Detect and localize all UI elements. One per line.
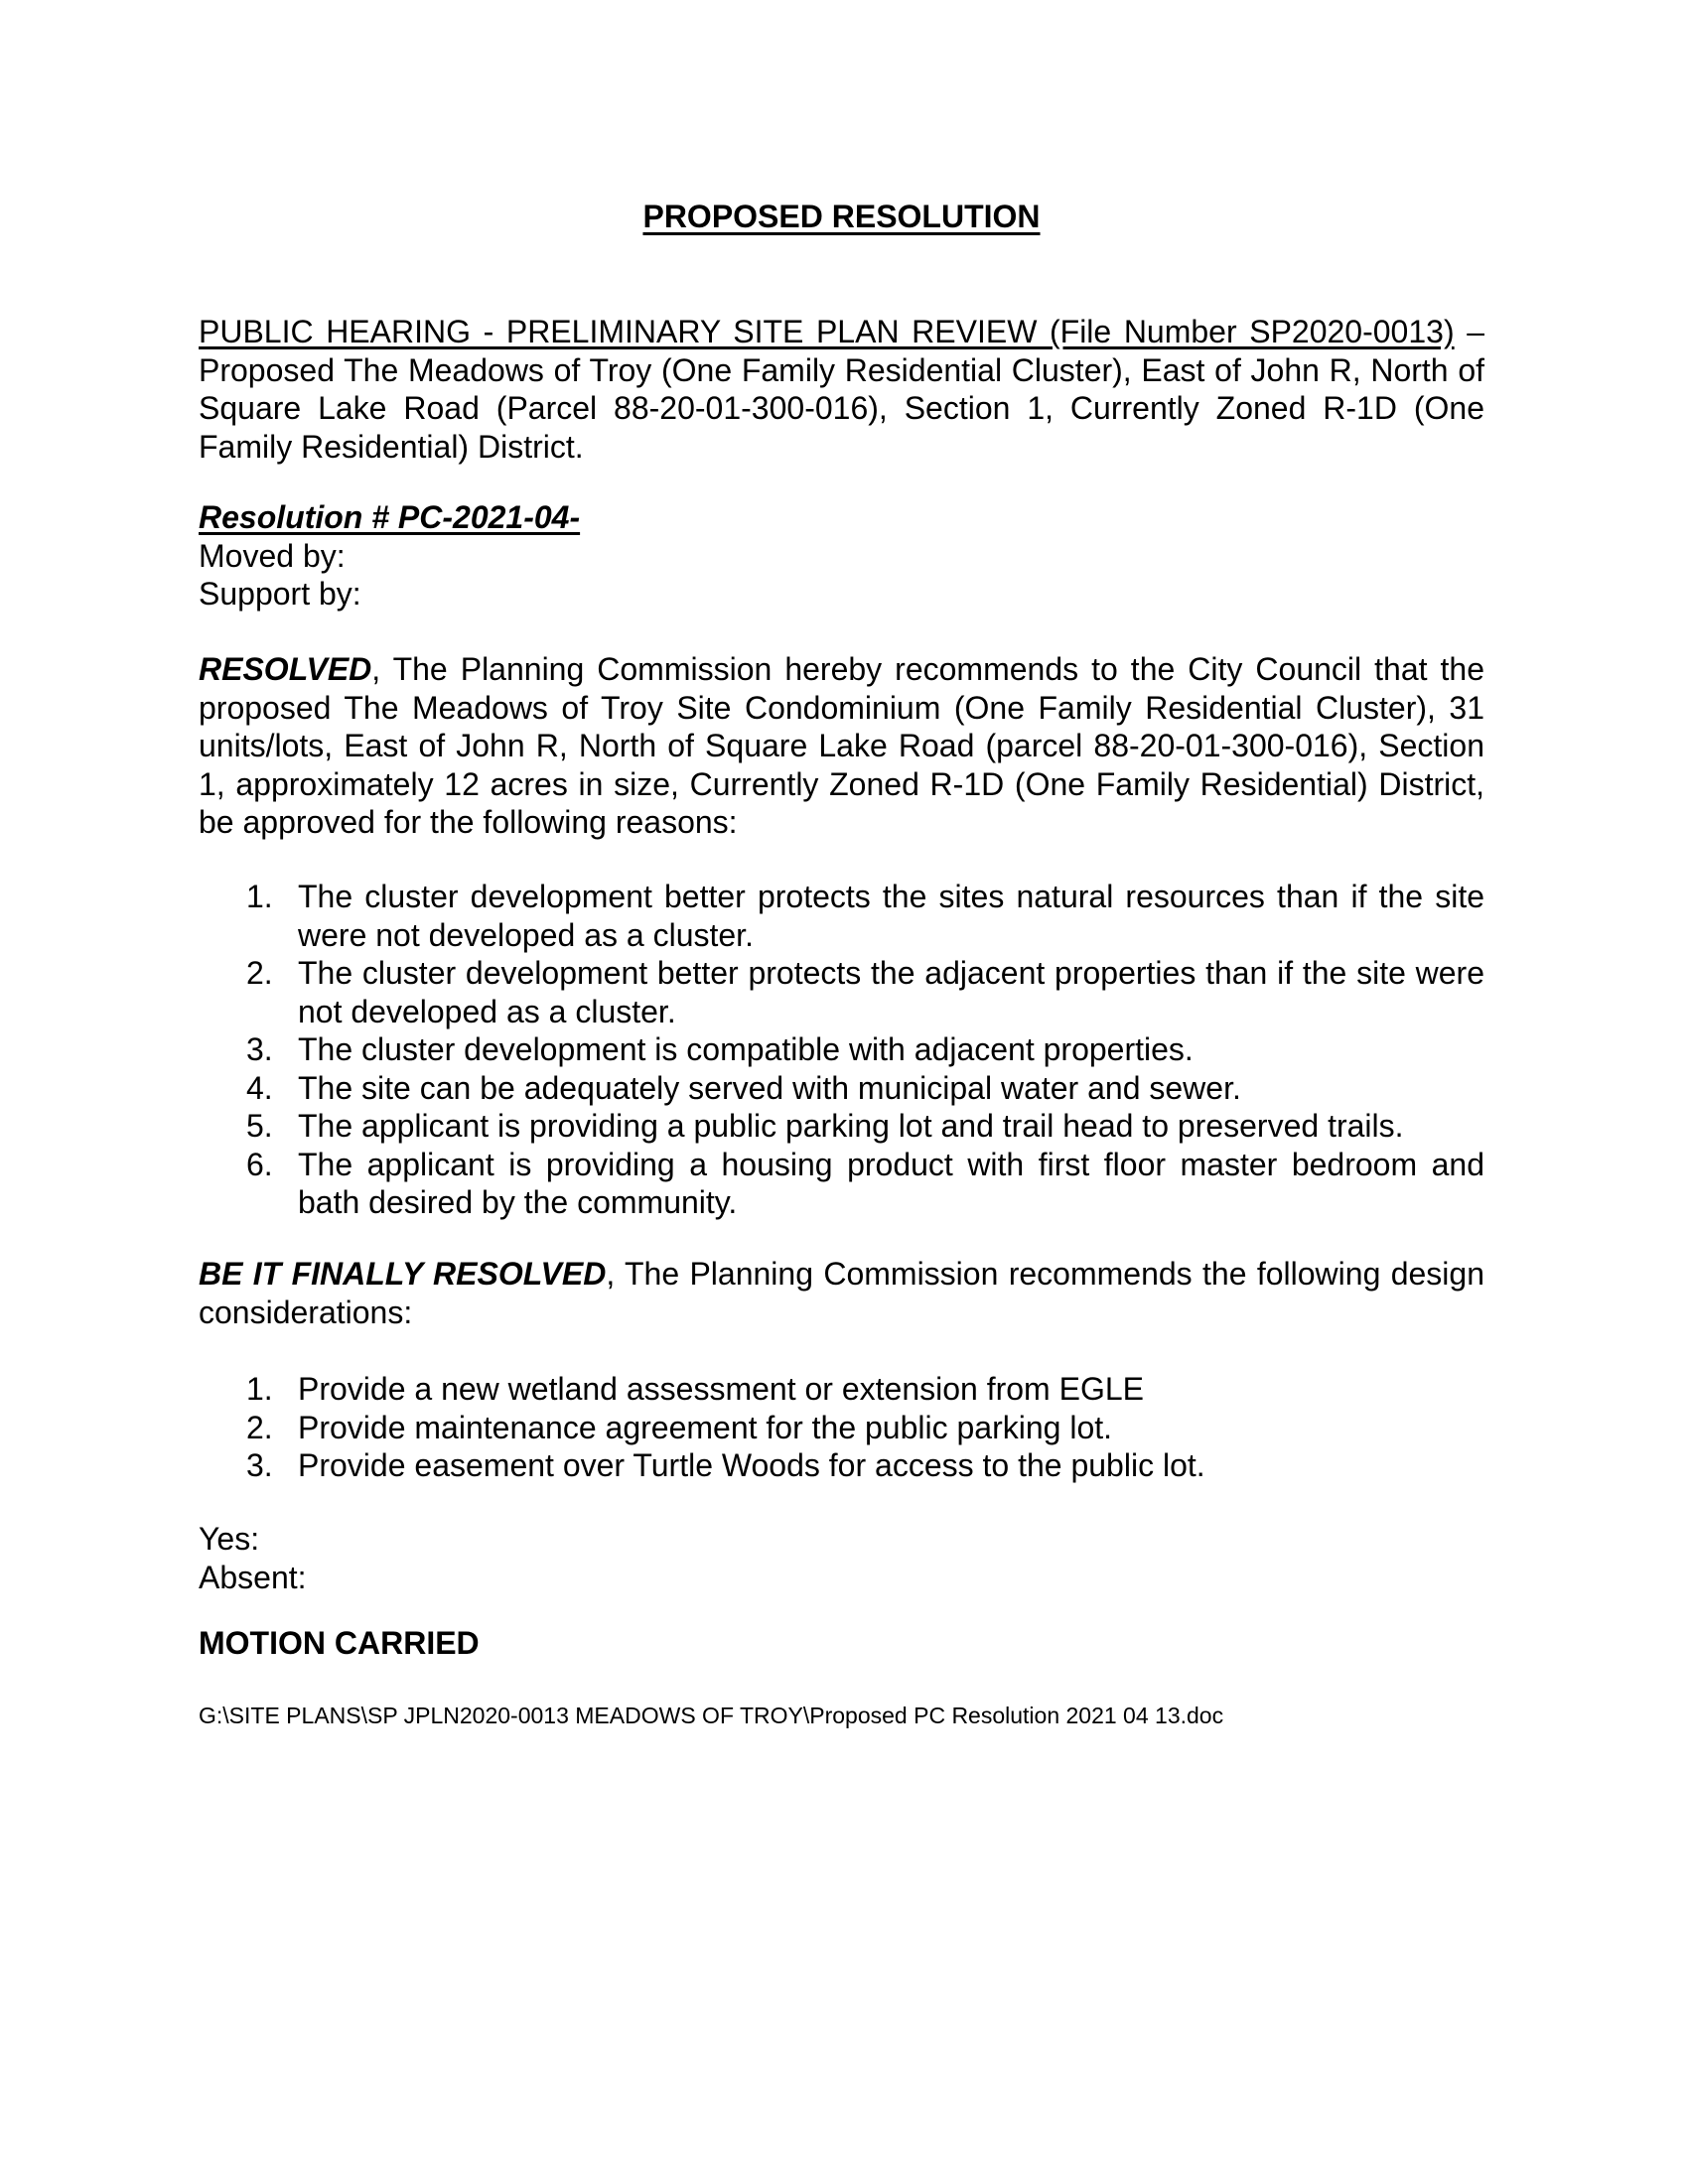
list-item-text: The applicant is providing a public parking lot and trail head to preserved trails.	[298, 1108, 1404, 1144]
resolved-text: , The Planning Commission hereby recommends to the City Council that the proposed The Meadows of Troy Site Condominium (One Family Residential Cluster), 31 units/lots, East of John R, North of Square Lake Road (parcel 88-20-01-300-016), Section 1, approximately 12 acres in size, Currently Zoned R-1D (One Family Residential) District, be approved for the following reasons:	[199, 651, 1484, 840]
reasons-list	[199, 878, 1484, 1222]
list-item-text: Provide a new wetland assessment or extension from EGLE	[298, 1371, 1144, 1407]
list-item-text: The cluster development better protects the sites natural resources than if the site were not developed as a cluster.	[298, 879, 1484, 953]
list-item-text: The cluster development better protects the adjacent properties than if the site were not developed as a cluster.	[298, 955, 1484, 1029]
list-item-number: 6.	[246, 1146, 273, 1182]
hearing-heading: PUBLIC HEARING - PRELIMINARY SITE PLAN REVIEW (File Number SP2020-0013)	[199, 314, 1455, 349]
vote-block	[199, 1520, 1484, 1596]
resolution-block	[199, 498, 1484, 614]
list-item-text: Provide maintenance agreement for the public parking lot.	[298, 1409, 1113, 1445]
list-item-number: 3.	[246, 1031, 273, 1067]
yes-label: Yes:	[199, 1521, 260, 1557]
list-item	[199, 1107, 1484, 1146]
file-path: G:\SITE PLANS\SP JPLN2020-0013 MEADOWS OF TROY\Proposed PC Resolution 2021 04 13.doc	[199, 1703, 1224, 1728]
list-item-number: 2.	[246, 1409, 273, 1445]
list-item	[199, 878, 1484, 954]
list-item-number: 1.	[246, 1371, 273, 1407]
hearing-body: – Proposed The Meadows of Troy (One Family Residential Cluster), East of John R, North of Square Lake Road (Parcel 88-20-01-300-016), Section 1, Currently Zoned R-1D (One Family Residential) District.	[199, 314, 1485, 465]
list-item	[199, 1409, 1484, 1447]
support-by-label: Support by:	[199, 576, 361, 612]
list-item-number: 3.	[246, 1447, 273, 1483]
list-item	[199, 1069, 1484, 1108]
list-item-text: Provide easement over Turtle Woods for access to the public lot.	[298, 1447, 1205, 1483]
list-item-number: 1.	[246, 879, 273, 914]
absent-label: Absent:	[199, 1559, 307, 1595]
list-item-number: 5.	[246, 1108, 273, 1144]
resolved-paragraph	[199, 650, 1484, 842]
list-item-text: The site can be adequately served with municipal water and sewer.	[298, 1069, 1241, 1106]
list-item	[199, 1446, 1484, 1485]
finally-lead: BE IT FINALLY RESOLVED	[199, 1256, 607, 1292]
list-item-number: 4.	[246, 1069, 273, 1106]
moved-by-label: Moved by:	[199, 537, 346, 574]
design-considerations-list	[199, 1370, 1484, 1485]
list-item-text: The applicant is providing a housing product with first floor master bedroom and bath desired by the community.	[298, 1146, 1484, 1220]
list-item	[199, 954, 1484, 1030]
document-title: PROPOSED RESOLUTION	[642, 199, 1041, 234]
finally-resolved-paragraph	[199, 1255, 1484, 1331]
list-item-text: The cluster development is compatible with adjacent properties.	[298, 1031, 1194, 1067]
list-item-number: 2.	[246, 955, 273, 991]
motion-status: MOTION CARRIED	[199, 1625, 480, 1661]
resolved-lead: RESOLVED	[199, 651, 372, 687]
list-item	[199, 1030, 1484, 1069]
list-item	[199, 1370, 1484, 1409]
finally-text: , The Planning Commission recommends the following design considerations:	[199, 1256, 1485, 1330]
hearing-section	[199, 313, 1484, 466]
resolution-number: Resolution # PC-2021-04-	[199, 499, 581, 535]
list-item	[199, 1146, 1484, 1222]
